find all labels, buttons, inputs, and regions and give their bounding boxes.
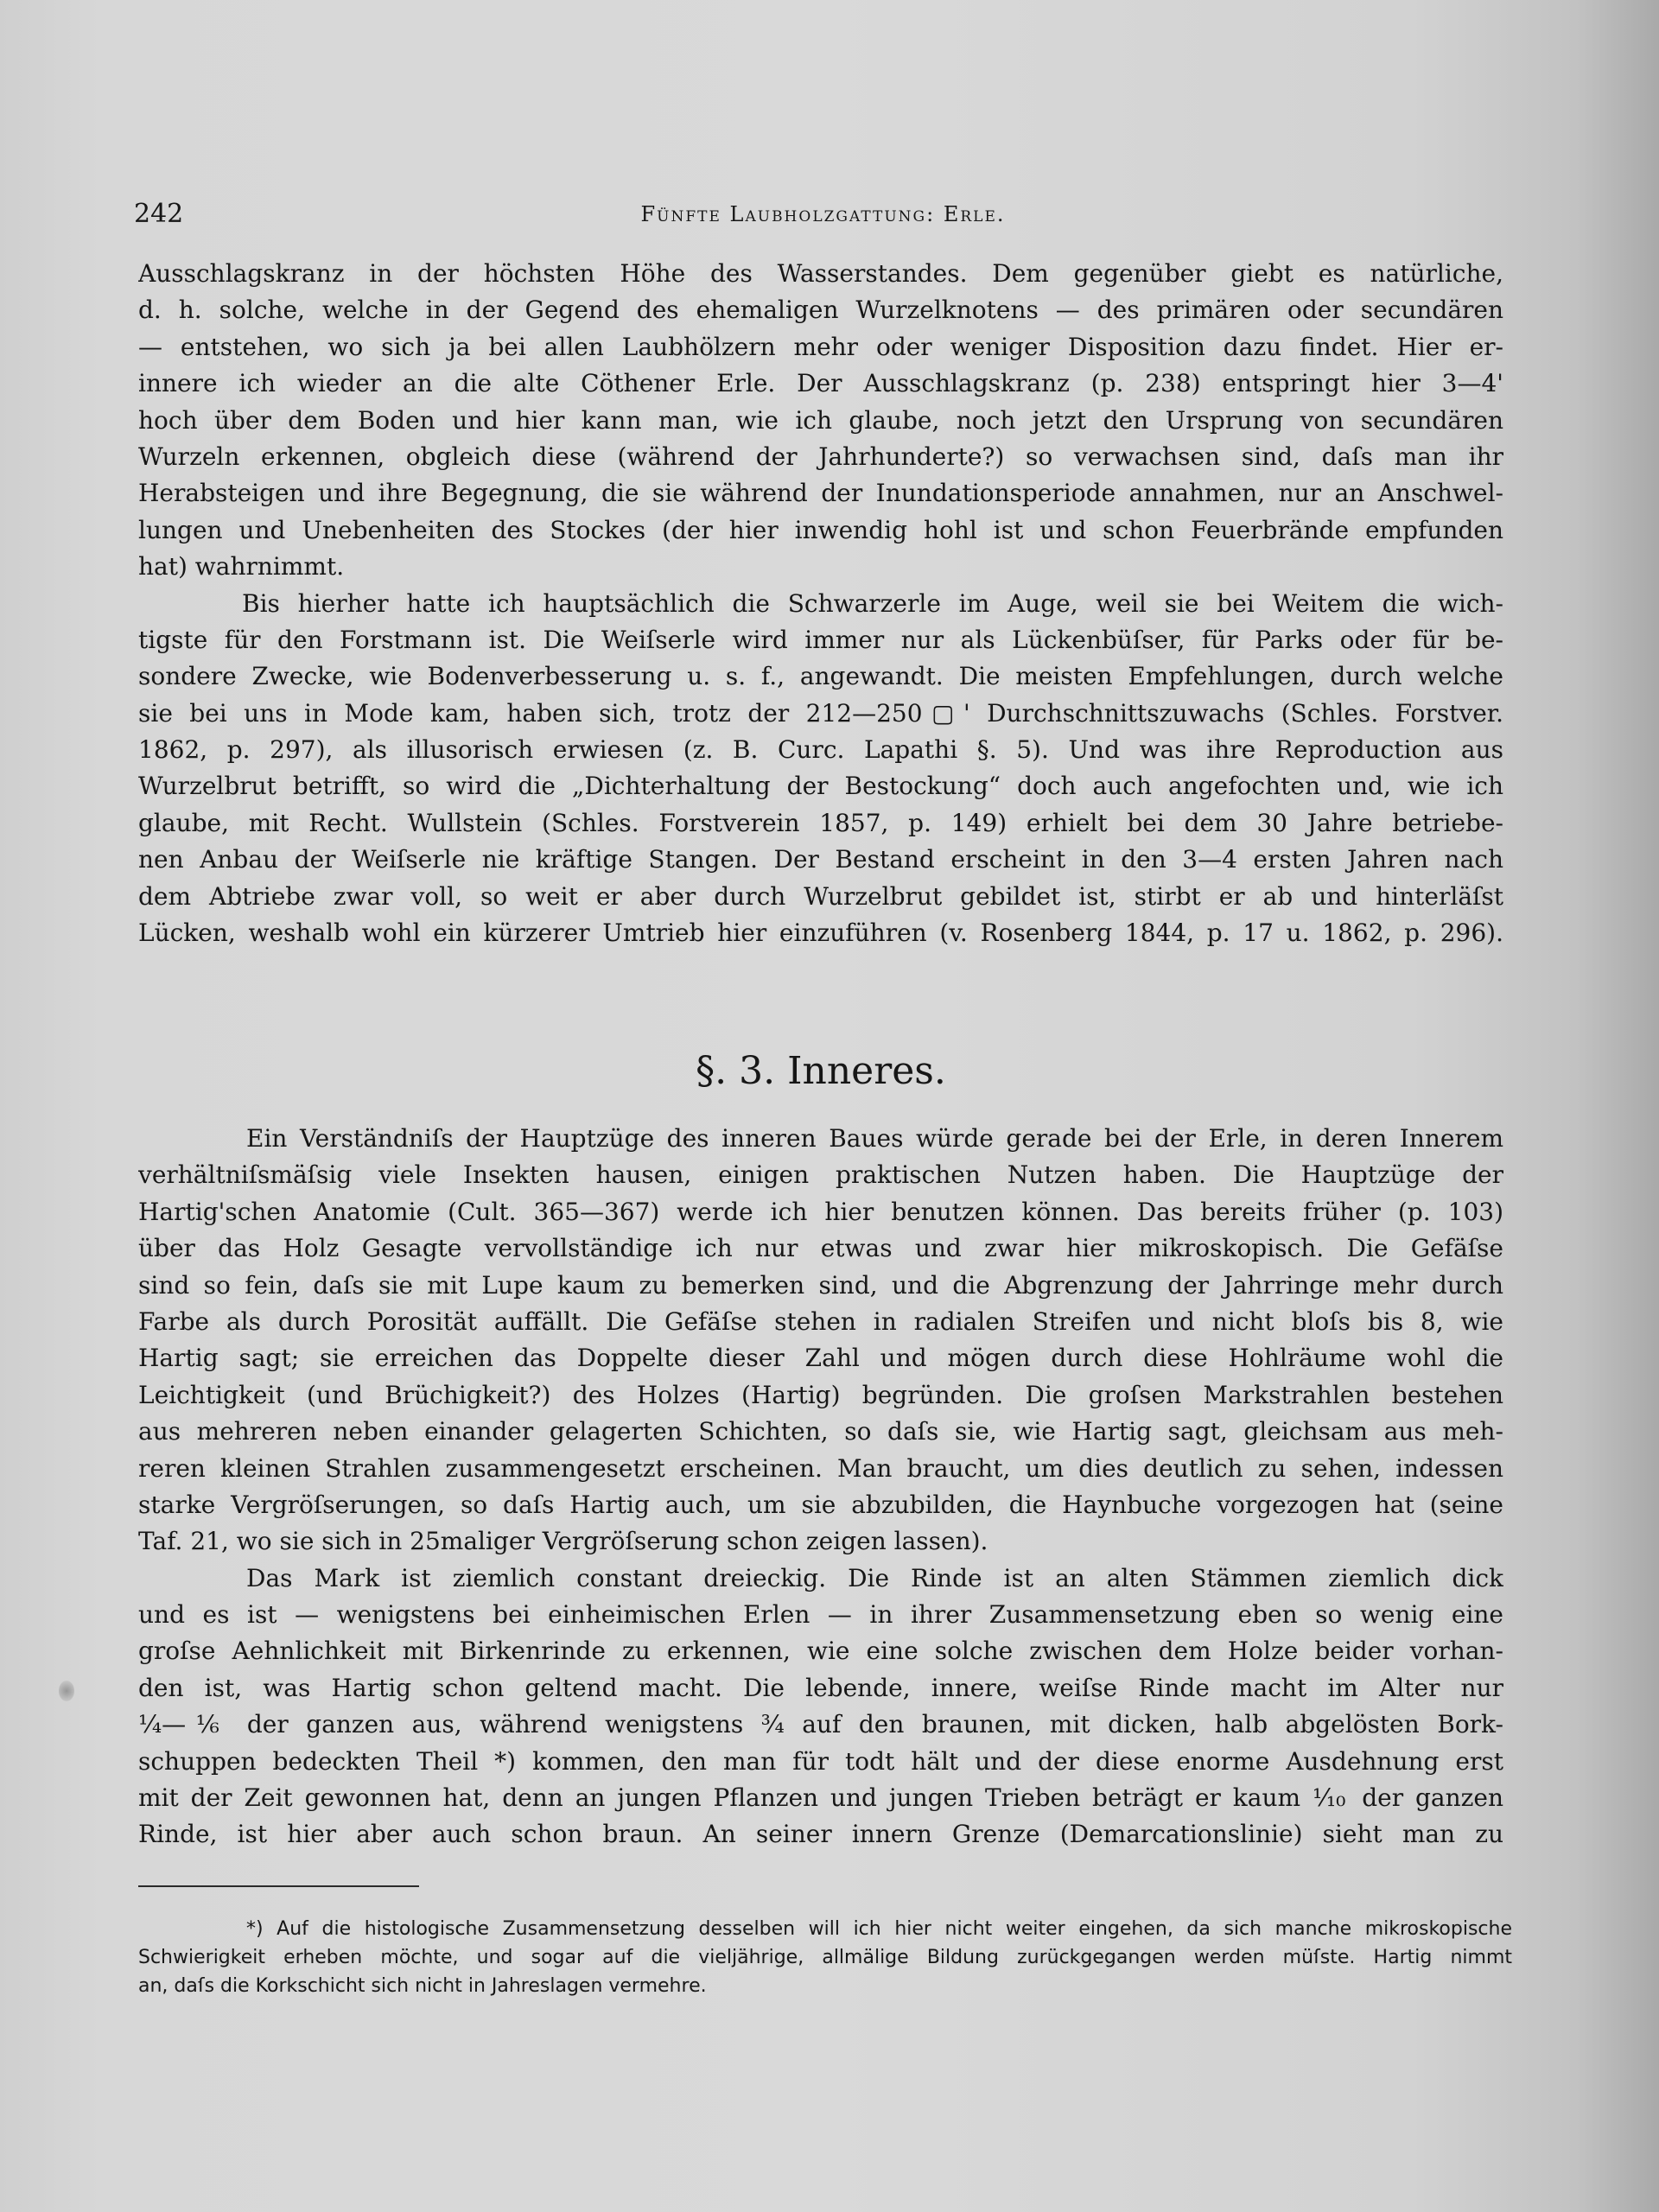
footnote — [138, 1915, 1512, 2000]
text-line: — entstehen, wo sich ja bei allen Laubhölzern mehr oder weniger Disposition dazu findet. Hier er- — [138, 332, 1503, 361]
text-line: starke Vergröſserungen, so daſs Hartig auch, um sie abzubilden, die Haynbuche vorgezogen hat (seine — [138, 1490, 1503, 1519]
text-line: Farbe als durch Porosität auffällt. Die Gefäſse stehen in radialen Streifen und nicht bloſs bis 8, wie — [138, 1306, 1503, 1336]
text-line: sie bei uns in Mode kam, haben sich, trotz der 212—250▢' Durchschnittszuwachs (Schles. Forstver. — [138, 698, 1503, 728]
text-line: Hartig sagt; sie erreichen das Doppelte dieser Zahl und mögen durch diese Hohlräume wohl die — [138, 1344, 1503, 1373]
page-number: 242 — [134, 199, 184, 229]
text-line: Ausschlagskranz in der höchsten Höhe des Wasserstandes. Dem gegenüber giebt es natürliche, — [138, 259, 1503, 288]
text-line: schuppen bedeckten Theil *) kommen, den man für todt hält und der diese enorme Ausdehnung erst — [138, 1746, 1503, 1776]
text-line: mit der Zeit gewonnen hat, denn an jungen Pflanzen und jungen Trieben beträgt er kaum ⅒ der ganzen — [138, 1783, 1503, 1813]
text-line: innere ich wieder an die alte Cöthener Erle. Der Ausschlagskranz (p. 238) entspringt hier 3—4' — [138, 369, 1503, 398]
text-line: Wurzeln erkennen, obgleich diese (während der Jahrhunderte?) so verwachsen sind, daſs man ihr — [138, 442, 1503, 471]
text-line: glaube, mit Recht. Wullstein (Schles. Forstverein 1857, p. 149) erhielt bei dem 30 Jahre betriebe- — [138, 808, 1503, 837]
text-line: Hartig'schen Anatomie (Cult. 365—367) werde ich hier benutzen können. Das bereits früher (p. 103) — [138, 1197, 1503, 1226]
paragraph-3 — [138, 1121, 1503, 1560]
text-line: Herabsteigen und ihre Begegnung, die sie während der Inundationsperiode annahmen, nur an Anschwel- — [138, 479, 1503, 508]
running-title: Fünfte Laubholzgattung: Erle. — [640, 202, 1006, 226]
text-block-top — [138, 256, 1503, 951]
text-line: Wurzelbrut betrifft, so wird die „Dichterhaltung der Bestockung“ doch auch angefochten und, wie ich — [138, 772, 1503, 801]
text-block-bottom — [138, 1121, 1503, 1853]
text-line: Rinde, ist hier aber auch schon braun. An seiner innern Grenze (Demarcationslinie) sieht man zu — [138, 1820, 1503, 1849]
text-line: tigste für den Forstmann ist. Die Weiſserle wird immer nur als Lückenbüſser, für Parks oder für be- — [138, 625, 1503, 654]
text-line: Leichtigkeit (und Brüchigkeit?) des Holzes (Hartig) begründen. Die groſsen Markstrahlen bestehen — [138, 1380, 1503, 1409]
text-line: Bis hierher hatte ich hauptsächlich die Schwarzerle im Auge, weil sie bei Weitem die wich- — [242, 588, 1503, 618]
text-line: sind so fein, daſs sie mit Lupe kaum zu bemerken sind, und die Abgrenzung der Jahrringe mehr durch — [138, 1270, 1503, 1300]
section-heading: §. 3. Inneres. — [696, 1049, 946, 1093]
footnote-line: an, daſs die Korkschicht sich nicht in Jahreslagen vermehre. — [138, 1975, 707, 1997]
paragraph-1 — [138, 256, 1503, 586]
footnote-line: *) Auf die histologische Zusammensetzung desselben will ich hier nicht weiter eingehen, da sich manche mikroskopische — [246, 1918, 1512, 1940]
text-line: dem Abtriebe zwar voll, so weit er aber durch Wurzelbrut gebildet ist, stirbt er ab und hinterläſst — [138, 881, 1503, 911]
text-line: lungen und Unebenheiten des Stockes (der hier inwendig hohl ist und schon Feuerbrände empfunden — [138, 515, 1503, 544]
text-line: aus mehreren neben einander gelagerten Schichten, so daſs sie, wie Hartig sagt, gleichsam aus meh- — [138, 1417, 1503, 1446]
text-line: und es ist — wenigstens bei einheimischen Erlen — in ihrer Zusammensetzung eben so wenig eine — [138, 1600, 1503, 1630]
text-line: groſse Aehnlichkeit mit Birkenrinde zu erkennen, wie eine solche zwischen dem Holze beider vorhan- — [138, 1637, 1503, 1666]
running-head — [134, 197, 1512, 232]
text-line: 1862, p. 297), als illusorisch erwiesen (z. B. Curc. Lapathi §. 5). Und was ihre Reproduction aus — [138, 735, 1503, 765]
text-line: d. h. solche, welche in der Gegend des ehemaligen Wurzelknotens — des primären oder secundären — [138, 296, 1503, 325]
text-line: über das Holz Gesagte vervollständige ich nur etwas und zwar hier mikroskopisch. Die Gefäſse — [138, 1234, 1503, 1263]
text-line: Das Mark ist ziemlich constant dreieckig. Die Rinde ist an alten Stämmen ziemlich dick — [246, 1563, 1503, 1592]
footnote-line: Schwierigkeit erheben möchte, und sogar auf die vieljährige, allmälige Bildung zurückgegangen werden müſste. Hartig nimmt — [138, 1947, 1512, 1968]
paragraph-2 — [138, 586, 1503, 952]
text-line: Taf. 21, wo sie sich in 25maliger Vergröſserung schon zeigen lassen). — [138, 1527, 988, 1556]
footnote-rule — [138, 1885, 419, 1887]
text-line: verhältniſsmäſsig viele Insekten hausen, einigen praktischen Nutzen haben. Die Hauptzüge der — [138, 1160, 1503, 1190]
text-line: hat) wahrnimmt. — [138, 552, 345, 582]
text-line: den ist, was Hartig schon geltend macht. Die lebende, innere, weiſse Rinde macht im Alter nur — [138, 1673, 1503, 1702]
paragraph-4 — [138, 1560, 1503, 1853]
text-line: Lücken, weshalb wohl ein kürzerer Umtrieb hier einzuführen (v. Rosenberg 1844, p. 17 u. 1862, p. 296). — [138, 918, 1503, 948]
margin-smudge — [59, 1681, 74, 1701]
text-line: reren kleinen Strahlen zusammengesetzt erscheinen. Man braucht, um dies deutlich zu sehen, indessen — [138, 1453, 1503, 1483]
text-line: sondere Zwecke, wie Bodenverbesserung u. s. f., angewandt. Die meisten Empfehlungen, durch welche — [138, 662, 1503, 691]
text-line: hoch über dem Boden und hier kann man, wie ich glaube, noch jetzt den Ursprung von secundären — [138, 405, 1503, 435]
text-line: Ein Verständniſs der Hauptzüge des inneren Baues würde gerade bei der Erle, in deren Innerem — [246, 1124, 1503, 1153]
text-line: nen Anbau der Weiſserle nie kräftige Stangen. Der Bestand erscheint in den 3—4 ersten Jahren nach — [138, 845, 1503, 874]
text-line: ¼—⅙ der ganzen aus, während wenigstens ¾ auf den braunen, mit dicken, halb abgelösten Bork- — [138, 1710, 1503, 1739]
